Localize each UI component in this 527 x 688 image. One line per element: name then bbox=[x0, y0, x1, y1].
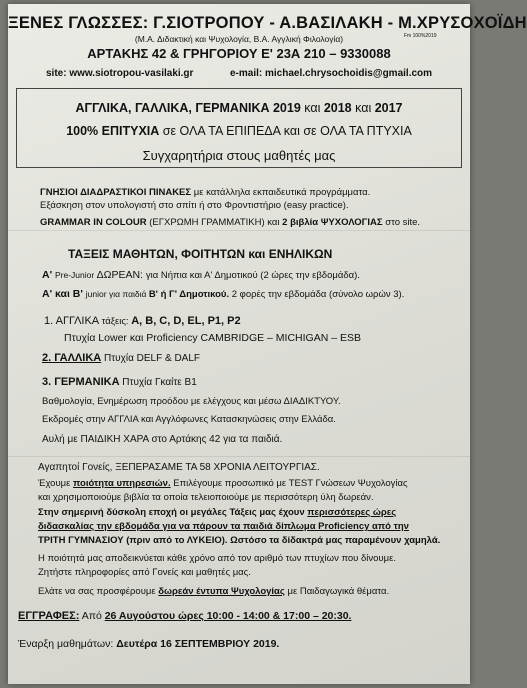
results-success: 100% ΕΠΙΤΥΧΙΑ σε ΟΛΑ ΤΑ ΕΠΙΠΕΔΑ και σε ΟΛΑ ΤΑ ΠΤΥΧΙΑ bbox=[66, 124, 412, 138]
fold-line bbox=[8, 230, 470, 231]
grammar-books: GRAMMAR IN COLOUR (ΕΓΧΡΩΜΗ ΓΡΑΜΜΑΤΙΚΗ) και 2 βιβλία ΨΥΧΟΛΟΓΙΑΣ στο site. bbox=[40, 217, 421, 228]
free-magazines: Ελάτε να σας προσφέρουμε δωρεάν έντυπα Ψυχολογίας με Παιδαγωγικά θέματα. bbox=[38, 586, 390, 597]
trips-info: Εκδρομές στην ΑΓΓΛΙΑ και Αγγλόφωνες Κατασκηνώσεις στην Ελλάδα. bbox=[42, 414, 336, 425]
quality-services: Έχουμε ποιότητα υπηρεσιών. Επιλέγουμε προσωπικό με TEST Γνώσεων Ψυχολογίας bbox=[38, 478, 408, 489]
enrollment: ΕΓΓΡΑΦΕΣ: Από 26 Αυγούστου ώρες 10:00 - 14:00 & 17:00 – 20:30. bbox=[18, 610, 352, 622]
classes-heading: ΤΑΞΕΙΣ ΜΑΘΗΤΩΝ, ΦΟΙΤΗΤΩΝ και ΕΝΗΛΙΚΩΝ bbox=[68, 247, 333, 261]
lessons-start: Έναρξη μαθημάτων: Δευτέρα 16 ΣΕΠΤΕΜΒΡΙΟΥ 2019. bbox=[18, 638, 280, 650]
english-classes: 1. ΑΓΓΛΙΚΑ τάξεις: A, B, C, D, EL, P1, P2 bbox=[44, 315, 241, 327]
results-title: ΑΓΓΛΙΚΑ, ΓΑΛΛΙΚΑ, ΓΕΡΜΑΝΙΚΑ 2019 και 2018 και 2017 bbox=[75, 101, 403, 115]
email[interactable]: e-mail: michael.chrysochoidis@gmail.com bbox=[230, 68, 433, 79]
fold-line bbox=[8, 456, 470, 457]
parents-greeting: Αγαπητοί Γονείς, ΞΕΠΕΡΑΣΑΜΕ ΤΑ 58 ΧΡΟΝΙΑ ΛΕΙΤΟΥΡΓΙΑΣ. bbox=[38, 462, 320, 473]
print-code: Fm 100%2019 bbox=[404, 33, 437, 39]
quality-proof: Η ποιότητά μας αποδεικνύεται κάθε χρόνο από τον αριθμό των πτυχίων που δίνουμε. bbox=[38, 553, 396, 564]
a-b-junior: Α' και Β' junior για παιδιά Β' ή Γ' Δημοτικού. 2 φορές την εβδομάδα (σύνολο ωρών 3). bbox=[42, 288, 405, 300]
school-names: ΞΕΝΕΣ ΓΛΩΣΣΕΣ: Γ.ΣΙΟΤΡΟΠΟΥ - Α.ΒΑΣΙΛΑΚΗ - Μ.ΧΡΥΣΟΧΟΪΔΗ bbox=[8, 14, 527, 32]
interactive-boards: ΓΝΗΣΙΟΙ ΔΙΑΔΡΑΣΤΙΚΟΙ ΠΙΝΑΚΕΣ με κατάλληλα εκπαιδευτικά προγράμματα. bbox=[40, 187, 371, 198]
crisis-line-3: ΤΡΙΤΗ ΓΥΜΝΑΣΙΟΥ (πριν από το ΛΥΚΕΙΟ). Ωστόσο τα δίδακτρά μας παραμένουν χαμηλά. bbox=[38, 535, 441, 546]
grading-info: Βαθμολογία, Ενημέρωση προόδου με ελέγχους και μέσω ΔΙΑΔΙΚΤΥΟΥ. bbox=[42, 396, 341, 407]
flyer-sheet bbox=[8, 4, 527, 684]
address-phone: ΑΡΤΑΚΗΣ 42 & ΓΡΗΓΟΡΙΟΥ Ε' 23Α 210 – 9330088 bbox=[87, 46, 391, 61]
ask-info: Ζητήστε πληροφορίες από Γονείς και μαθητές μας. bbox=[38, 567, 251, 578]
crisis-line-1: Στην σημερινή δύσκολη εποχή οι μεγάλες Τάξεις μας έχουν περισσότερες ώρες bbox=[38, 507, 397, 518]
playground-info: Αυλή με ΠΑΙΔΙΚΗ ΧΑΡΑ στο Αρτάκης 42 για τα παιδιά. bbox=[42, 434, 283, 445]
home-practice: Εξάσκηση στον υπολογιστή στο σπίτι ή στο Φροντιστήριο (easy practice). bbox=[40, 200, 349, 211]
crisis-line-2: διδασκαλίας την εβδομάδα για να πάρουν τα παιδιά δίπλωμα Proficiency από την bbox=[38, 521, 409, 532]
teachers-degrees: (Μ.Α. Διδακτική και Ψυχολογία, Β.Α. Αγγλική Φιλολογία) bbox=[134, 34, 344, 44]
website[interactable]: site: www.siotropou-vasilaki.gr bbox=[46, 68, 194, 79]
books-info: και χρησιμοποιούμε βιβλία τα οποία τελειοποιούμε με περισσότερη ύλη δωρεάν. bbox=[38, 492, 374, 503]
french-classes: 2. ΓΑΛΛΙΚΑ Πτυχία DELF & DALF bbox=[42, 352, 201, 364]
german-classes: 3. ΓΕΡΜΑΝΙΚΑ Πτυχία Γκαίτε Β1 bbox=[42, 376, 197, 388]
congratulations: Συγχαρητήρια στους μαθητές μας bbox=[142, 148, 336, 163]
free-prejunior: Α' Pre-Junior ΔΩΡΕΑΝ: για Νήπια και Α' Δημοτικού (2 ώρες την εβδομάδα). bbox=[42, 269, 360, 281]
english-certificates: Πτυχία Lower και Proficiency CAMBRIDGE – MICHIGAN – ESB bbox=[64, 332, 361, 344]
